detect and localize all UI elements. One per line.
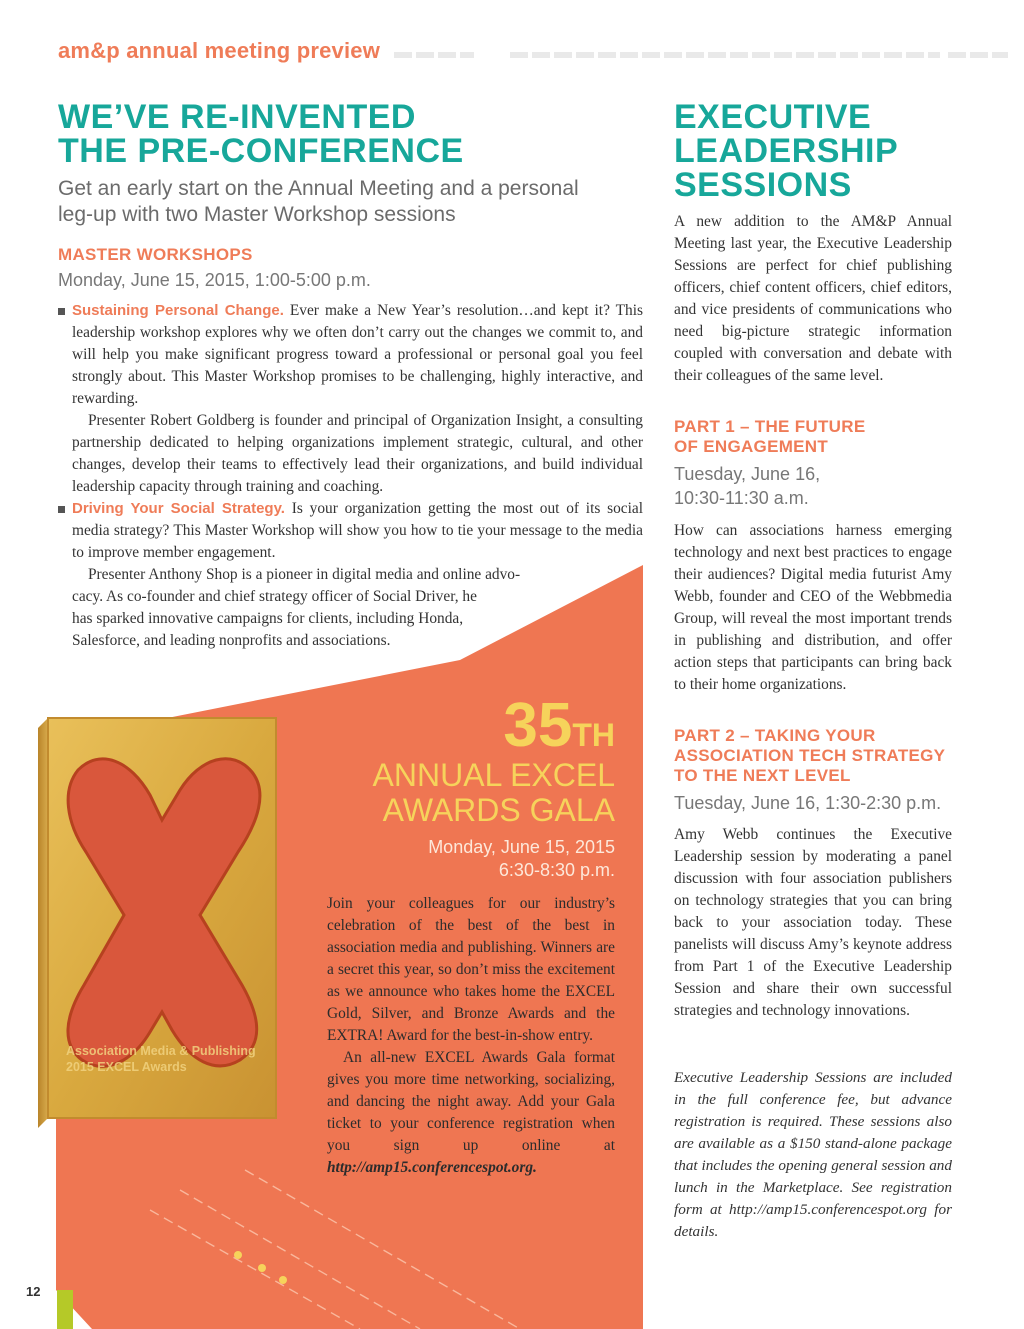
gala-date-line: 6:30-8:30 p.m. (498, 860, 615, 880)
subheading-line: leg-up with two Master Workshop sessions (58, 203, 456, 226)
presenter-line: has sparked innovative campaigns for clients, including Honda, (72, 610, 464, 627)
executive-heading (674, 100, 974, 202)
part1-text: How can associations harness emerging technology and next best practices to engage their audiences? Digital media futurist Amy Webb, founder and CEO of the Webbmedia Group, will reveal the most important trends in publishing and distribution, and offer action steps that participants can bring back to their home organizations. (674, 522, 952, 693)
gala-paragraph-text: An all-new EXCEL Awards Gala format gives you more time networking, socializing, and dancing the night away. Add your Gala ticket to your conference registration when you sign up online at (327, 1049, 615, 1154)
part-label-line: ASSOCIATION TECH STRATEGY (674, 746, 946, 765)
gala-date (330, 836, 615, 882)
part2-text: Amy Webb continues the Executive Leadership session by moderating a panel discussion with four association publishers on technology strategies that you can bring back to your association today. These panelists will discuss Amy’s keynote address from Part 1 of the Executive Leadership Session and share their own successful strategies and technology innovations. (674, 826, 952, 1019)
workshop-item-2 (58, 498, 643, 564)
workshop-item-text: Is your organization getting the most out of its social media strategy? This Master Workshop will show you how to tie your message to the media to improve member engagement. (72, 500, 643, 561)
header-rule (948, 52, 1008, 58)
part2-label (674, 726, 945, 786)
workshops-date: Monday, June 15, 2015, 1:00-5:00 p.m. (58, 270, 371, 290)
pre-conference-heading (58, 100, 618, 168)
gala-title-line: ANNUAL EXCEL (372, 757, 615, 793)
subheading-line: Get an early start on the Annual Meeting and a personal (58, 177, 579, 200)
gala-date-line: Monday, June 15, 2015 (428, 837, 615, 857)
part-label-line: PART 1 – THE FUTURE (674, 417, 866, 436)
heading-line: THE PRE-CONFERENCE (58, 132, 464, 170)
workshops-body (58, 300, 643, 652)
part-label-line: PART 2 – TAKING YOUR (674, 726, 876, 745)
header-rule (394, 52, 474, 58)
award-caption (66, 1043, 276, 1075)
gala-title (330, 758, 615, 828)
presenter-line: Salesforce, and leading nonprofits and associations. (72, 632, 391, 649)
gala-paragraph (327, 1047, 615, 1179)
workshops-label: MASTER WORKSHOPS (58, 245, 253, 264)
page-number: 12 (26, 1284, 41, 1299)
workshop-presenter-2 (72, 564, 643, 652)
workshop-item-lead: Driving Your Social Strategy. (72, 500, 285, 517)
workshop-presenter-1: Presenter Robert Goldberg is founder and principal of Organization Insight, a consulting partnership dedicated to helping organizations implement strategic, cultural, and other changes, develop their teams to effectively lead their organizations, and build individual leadership capacity through training and coaching. (72, 412, 643, 495)
gala-title-line: AWARDS GALA (382, 792, 615, 828)
heading-line: LEADERSHIP (674, 132, 899, 170)
executive-intro: A new addition to the AM&P Annual Meeting last year, the Executive Leadership Sessions are perfect for chief publishing officers, chief content officers, chief editors, and vice presidents of communications who need big-picture strategic information coupled with conversation and debate with their colleagues of the same level. (674, 213, 952, 384)
heading-line: SESSIONS (674, 166, 852, 204)
part-date-line: Tuesday, June 16, (674, 464, 821, 484)
executive-note: Executive Leadership Sessions are included in the full conference fee, but advance registration is required. These sessions also are available as a $150 stand-alone package that includes the opening general session and lunch in the Marketplace. See registration form at http://amp15.conferencespot.org for details. (674, 1069, 952, 1240)
section-header: am&p annual meeting preview (58, 38, 381, 63)
gala-number-value: 35 (503, 691, 573, 760)
workshop-item-lead: Sustaining Personal Change. (72, 302, 284, 319)
part1-date (674, 462, 820, 510)
presenter-line: cacy. As co-founder and chief strategy officer of Social Driver, he (72, 588, 477, 605)
gala-registration-link[interactable]: http://amp15.conferencespot.org. (327, 1159, 537, 1176)
part2-date: Tuesday, June 16, 1:30-2:30 p.m. (674, 793, 942, 813)
award-caption-line: 2015 EXCEL Awards (66, 1060, 187, 1074)
header-rule (510, 52, 940, 58)
presenter-line: Presenter Anthony Shop is a pioneer in digital media and online advo- (88, 566, 521, 583)
gala-number-suffix: TH (572, 717, 615, 753)
part1-label (674, 417, 865, 457)
part-label-line: TO THE NEXT LEVEL (674, 766, 851, 785)
pre-conference-subheading (58, 176, 648, 228)
gala-body (327, 893, 615, 1179)
part-label-line: OF ENGAGEMENT (674, 437, 829, 456)
heading-line: EXECUTIVE (674, 98, 872, 136)
page-accent-bar (57, 1290, 73, 1329)
gala-paragraph: Join your colleagues for our industry’s celebration of the best of the best in association media and publishing. Winners are a secret this year, so don’t miss the excitement as we announce who takes home the EXCEL Gold, Silver, and Bronze Awards and the EXTRA! Award for the best-in-show entry. (327, 895, 615, 1044)
heading-line: WE’VE RE-INVENTED (58, 98, 416, 136)
part-date-line: 10:30-11:30 a.m. (674, 488, 809, 508)
workshop-item-text: Ever make a New Year’s resolution…and kept it? This leadership workshop explores why we often don’t carry out the changes we commit to, and will help you make significant progress toward a professional or personal goal you feel strongly about. This Master Workshop promises to be challenging, highly interactive, and rewarding. (72, 302, 643, 407)
award-caption-line: Association Media & Publishing (66, 1044, 256, 1058)
workshop-item-1 (58, 300, 643, 410)
